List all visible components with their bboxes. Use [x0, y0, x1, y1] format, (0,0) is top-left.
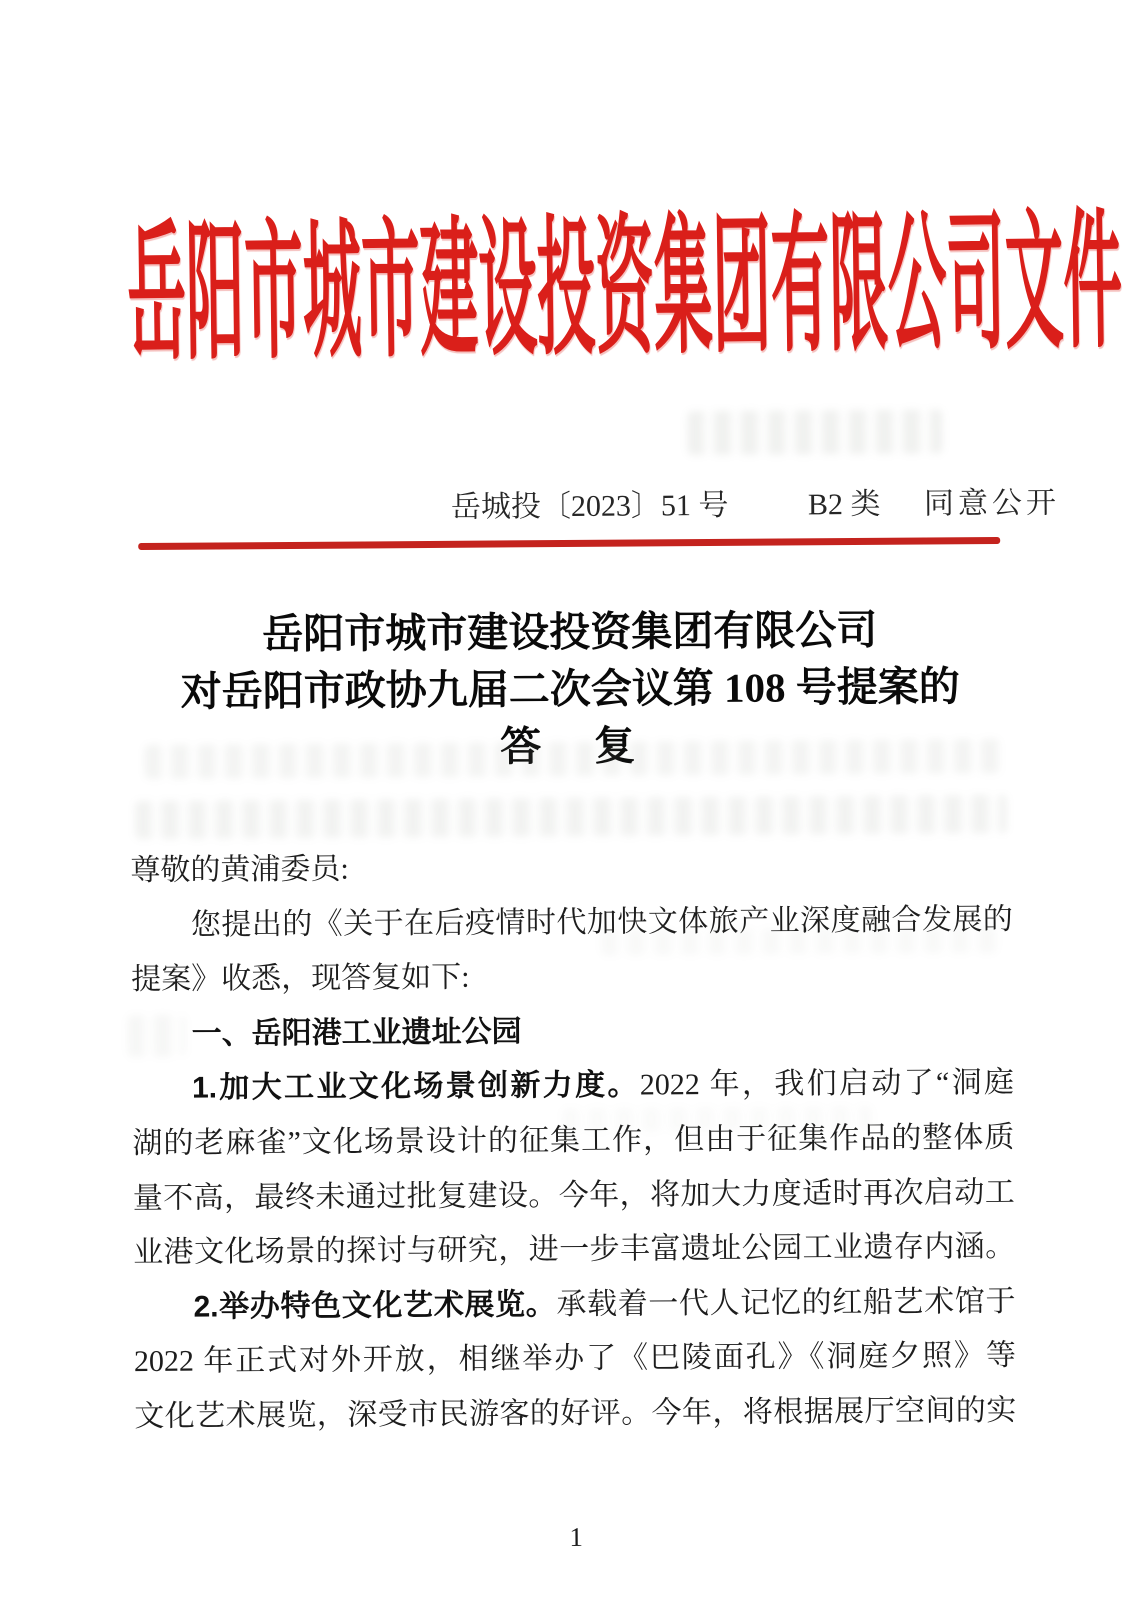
bold-lead-in: 1.加大工业文化场景创新力度。 [191, 1068, 640, 1106]
document-title-line3: 答 复 [499, 722, 642, 770]
body-line: 文化艺术展览，深受市民游客的好评。今年，将根据展厅空间的实 [134, 1393, 1017, 1434]
document-meta-line [451, 487, 1060, 525]
document-title-line2: 对岳阳市政协九届二次会议第 108 号提案的 [180, 663, 960, 715]
document-title-line1: 岳阳市城市建设投资集团有限公司 [262, 606, 878, 658]
bold-lead-in: 2.举办特色文化艺术展览。 [193, 1287, 557, 1324]
bleed-through-smudge [601, 927, 1001, 956]
body-line: 1.加大工业文化场景创新力度。2022 年，我们启动了“洞庭 [191, 1066, 1015, 1106]
bleed-through-smudge [135, 795, 1007, 839]
classification-label: B2 类 [807, 487, 881, 522]
body-line [131, 1002, 1013, 1063]
bleed-through-smudge [562, 1106, 872, 1132]
body-line: 业港文化场景的探讨与研究，进一步丰富遗址公园工业遗存内涵。 [133, 1230, 1016, 1270]
document-number: 岳城投〔2023〕51 号 [450, 488, 729, 524]
bleed-through-smudge [687, 409, 942, 455]
body-line: 提案》收悉，现答复如下: [131, 960, 470, 997]
red-divider-line [138, 537, 1000, 550]
page-number: 1 [569, 1521, 583, 1553]
disclosure-label: 同意公开 [923, 486, 1061, 521]
body-line: 量不高，最终未通过批复建设。今年，将加大力度适时再次启动工 [132, 1175, 1015, 1215]
letterhead-title: 岳阳市城市建设投资集团有限公司文件 [126, 199, 1123, 379]
bleed-through-smudge [127, 1015, 185, 1057]
bold-lead-in: 一、岳阳港工业遗址公园 [191, 1015, 522, 1051]
body-line: 2.举办特色文化艺术展览。承载着一代人记忆的红船艺术馆于 [193, 1284, 1016, 1324]
body-line: 您提出的《关于在后疫情时代加快文体旅产业深度融合发展的 [190, 902, 1013, 942]
letterhead [126, 199, 1123, 379]
body-line: 湖的老麻雀”文化场景设计的征集工作，但由于征集作品的整体质 [132, 1120, 1015, 1161]
body-line: 2022 年正式对外开放，相继举办了《巴陵面孔》《洞庭夕照》等 [133, 1339, 1017, 1379]
bleed-through-smudge [145, 739, 1003, 779]
body-line: 尊敬的黄浦委员: [130, 852, 349, 888]
